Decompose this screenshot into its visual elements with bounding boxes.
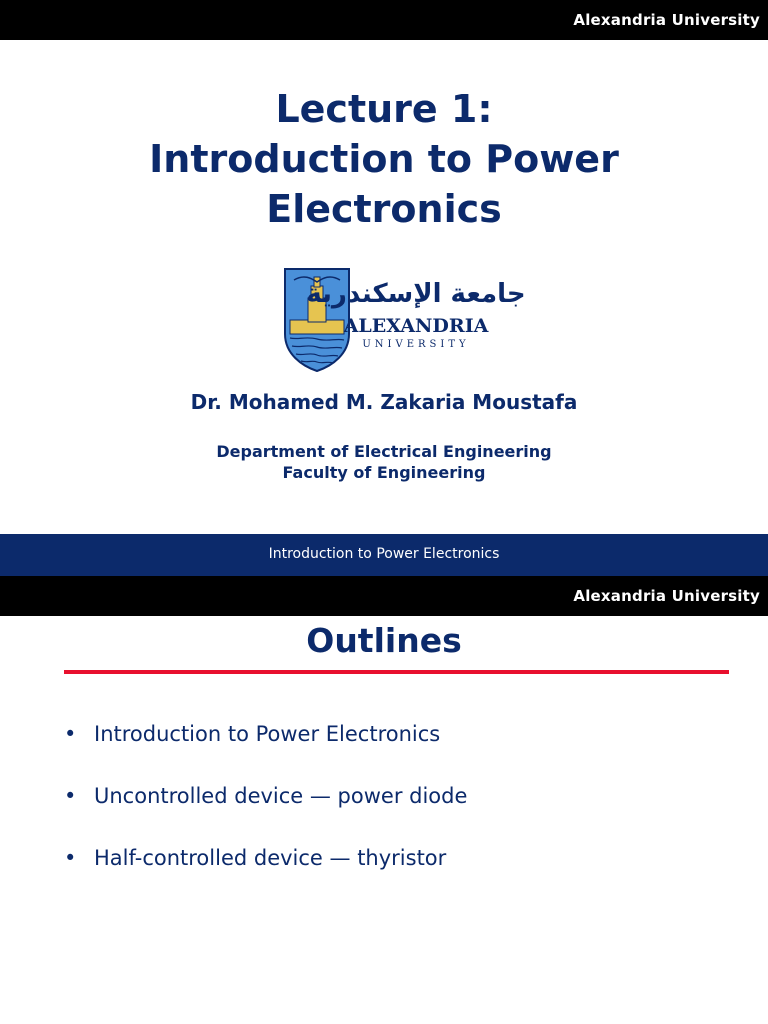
list-item-text: Half-controlled device — thyristor [94, 846, 447, 870]
title-line-1: Lecture 1: [275, 87, 493, 131]
logo-arabic-name: جامعة الإسكندرية [306, 279, 526, 309]
faculty-name: Faculty of Engineering [282, 463, 486, 482]
alexandria-university-logo [284, 268, 526, 372]
list-item-text: Uncontrolled device — power diode [94, 784, 468, 808]
logo-subname: UNIVERSITY [362, 339, 470, 350]
footer-title: Introduction to Power Electronics [268, 546, 500, 562]
title-line-2: Introduction to Power [149, 137, 619, 181]
lecture-title [0, 84, 768, 234]
bullet-icon: • [64, 722, 77, 746]
department-name: Department of Electrical Engineering [216, 442, 552, 461]
list-item-text: Introduction to Power Electronics [94, 722, 441, 746]
footer-bar [0, 534, 768, 576]
header-university: Alexandria University [573, 11, 760, 29]
bullet-icon: • [64, 784, 77, 808]
bullet-icon: • [64, 846, 77, 870]
author-name: Dr. Mohamed M. Zakaria Moustafa [190, 390, 578, 414]
header-university: Alexandria University [573, 587, 760, 605]
header-bar [0, 576, 768, 616]
affiliation [0, 441, 768, 483]
heading-divider [64, 670, 729, 674]
outline-heading: Outlines [306, 621, 462, 660]
title-line-3: Electronics [266, 187, 502, 231]
outline-slide [0, 576, 768, 1024]
logo-name: ALEXANDRIA [343, 315, 489, 337]
header-bar [0, 0, 768, 40]
